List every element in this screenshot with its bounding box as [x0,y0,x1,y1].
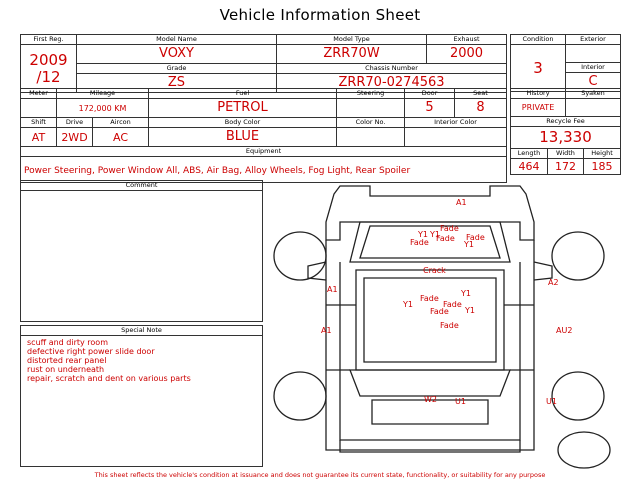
spare-wheel [558,432,610,468]
damage-mark-y1-3: Y1 [464,240,474,249]
recycle-fee-value: 13,330 [511,127,621,149]
condition-label: Condition [511,35,566,45]
exterior-label: Exterior [566,35,621,45]
door-label: Door [405,89,455,99]
damage-mark-au2-right-rear: AU2 [556,326,573,335]
chassis-number-label: Chassis Number [277,64,507,74]
damage-mark-fade-3: Fade [436,234,455,243]
model-name-value: VOXY [77,45,277,64]
equipment-label: Equipment [21,147,507,157]
damage-mark-crack: Crack [423,266,446,275]
shift-label: Shift [21,118,57,128]
damage-mark-y1-5: Y1 [403,300,413,309]
body-color-label: Body Color [149,118,337,128]
wheel-rear-left [274,372,326,420]
seat-label: Seat [455,89,507,99]
fuel-value: PETROL [149,99,337,118]
exhaust-label: Exhaust [427,35,507,45]
length-label: Length [511,149,548,159]
first-reg-year: 2009 [29,50,68,69]
damage-mark-a1-left-rear: A1 [321,326,332,335]
width-value: 172 [548,159,584,175]
recycle-fee-label: Recycle Fee [511,117,621,127]
first-reg-month: /12 [36,67,61,86]
chassis-number-value: ZRR70-0274563 [277,74,507,93]
interior-color-label: Interior Color [405,118,507,128]
damage-mark-y1-4: Y1 [461,289,471,298]
damage-mark-fade-5: Fade [420,294,439,303]
damage-mark-w2-rear: W2 [424,395,437,404]
color-no-label: Color No. [337,118,405,128]
exhaust-value: 2000 [427,45,507,64]
damage-mark-fade-7: Fade [430,307,449,316]
equipment-text: Power Steering, Power Window All, ABS, Air Bag, Alloy Wheels, Fog Light, Rear Spoiler [24,166,411,176]
damage-mark-y1-6: Y1 [465,306,475,315]
model-name-label: Model Name [77,35,277,45]
damage-mark-u1-right-rear: U1 [546,397,557,406]
damage-mark-a1-left: A1 [327,285,338,294]
width-label: Width [548,149,584,159]
first-reg-label: First Reg. [21,35,77,45]
damage-mark-fade-2: Fade [410,238,429,247]
damage-mark-a2-right: A2 [548,278,559,287]
wheel-rear-right [552,372,604,420]
car-outline [326,186,534,452]
grade-value: ZS [77,74,277,93]
interior-label: Interior [566,63,621,73]
drive-value: 2WD [57,128,93,147]
wheel-front-left [274,232,326,280]
wheel-front-right [552,232,604,280]
door-value: 5 [405,99,455,118]
damage-mark-y1-1: Y1 [418,230,428,239]
aircon-label: Aircon [93,118,149,128]
length-value: 464 [511,159,548,175]
damage-mark-y1-2: Y1 [430,230,440,239]
drive-label: Drive [57,118,93,128]
condition-value: 3 [511,45,566,92]
height-label: Height [584,149,621,159]
height-value: 185 [584,159,621,175]
special-note-text: scuff and dirty room defective right power slide door distorted rear panel rust on underneath repair, scratch and dent on various parts [27,338,191,383]
page-title: Vehicle Information Sheet [219,6,421,24]
shift-value: AT [21,128,57,147]
history-value: PRIVATE [511,99,566,117]
history-label: History [511,89,566,99]
mileage-value: 172,000 KM [57,99,149,118]
body-color-value: BLUE [149,128,337,147]
damage-mark-fade-8: Fade [440,321,459,330]
model-type-label: Model Type [277,35,427,45]
model-type-value: ZRR70W [277,45,427,64]
seat-value: 8 [455,99,507,118]
special-note-label: Special Note [21,326,262,336]
grade-label: Grade [77,64,277,74]
damage-mark-fade-4: Fade [466,233,485,242]
mileage-label: Mileage [57,89,149,99]
footer-disclaimer: This sheet reflects the vehicle's condition at issuance and does not guarantee its current state, functionality, or suitability for any purpose [94,471,546,479]
aircon-value: AC [93,128,149,147]
damage-mark-a1-front: A1 [456,198,467,207]
damage-mark-fade-6: Fade [443,300,462,309]
meter-label: Meter [21,89,57,99]
comment-label: Comment [21,181,262,191]
syaken-label: Syaken [566,89,621,99]
interior-value: C [566,73,621,92]
fuel-label: Fuel [149,89,337,99]
steering-label: Steering [337,89,405,99]
damage-mark-u1-rear: U1 [455,397,466,406]
damage-mark-fade-1: Fade [440,224,459,233]
